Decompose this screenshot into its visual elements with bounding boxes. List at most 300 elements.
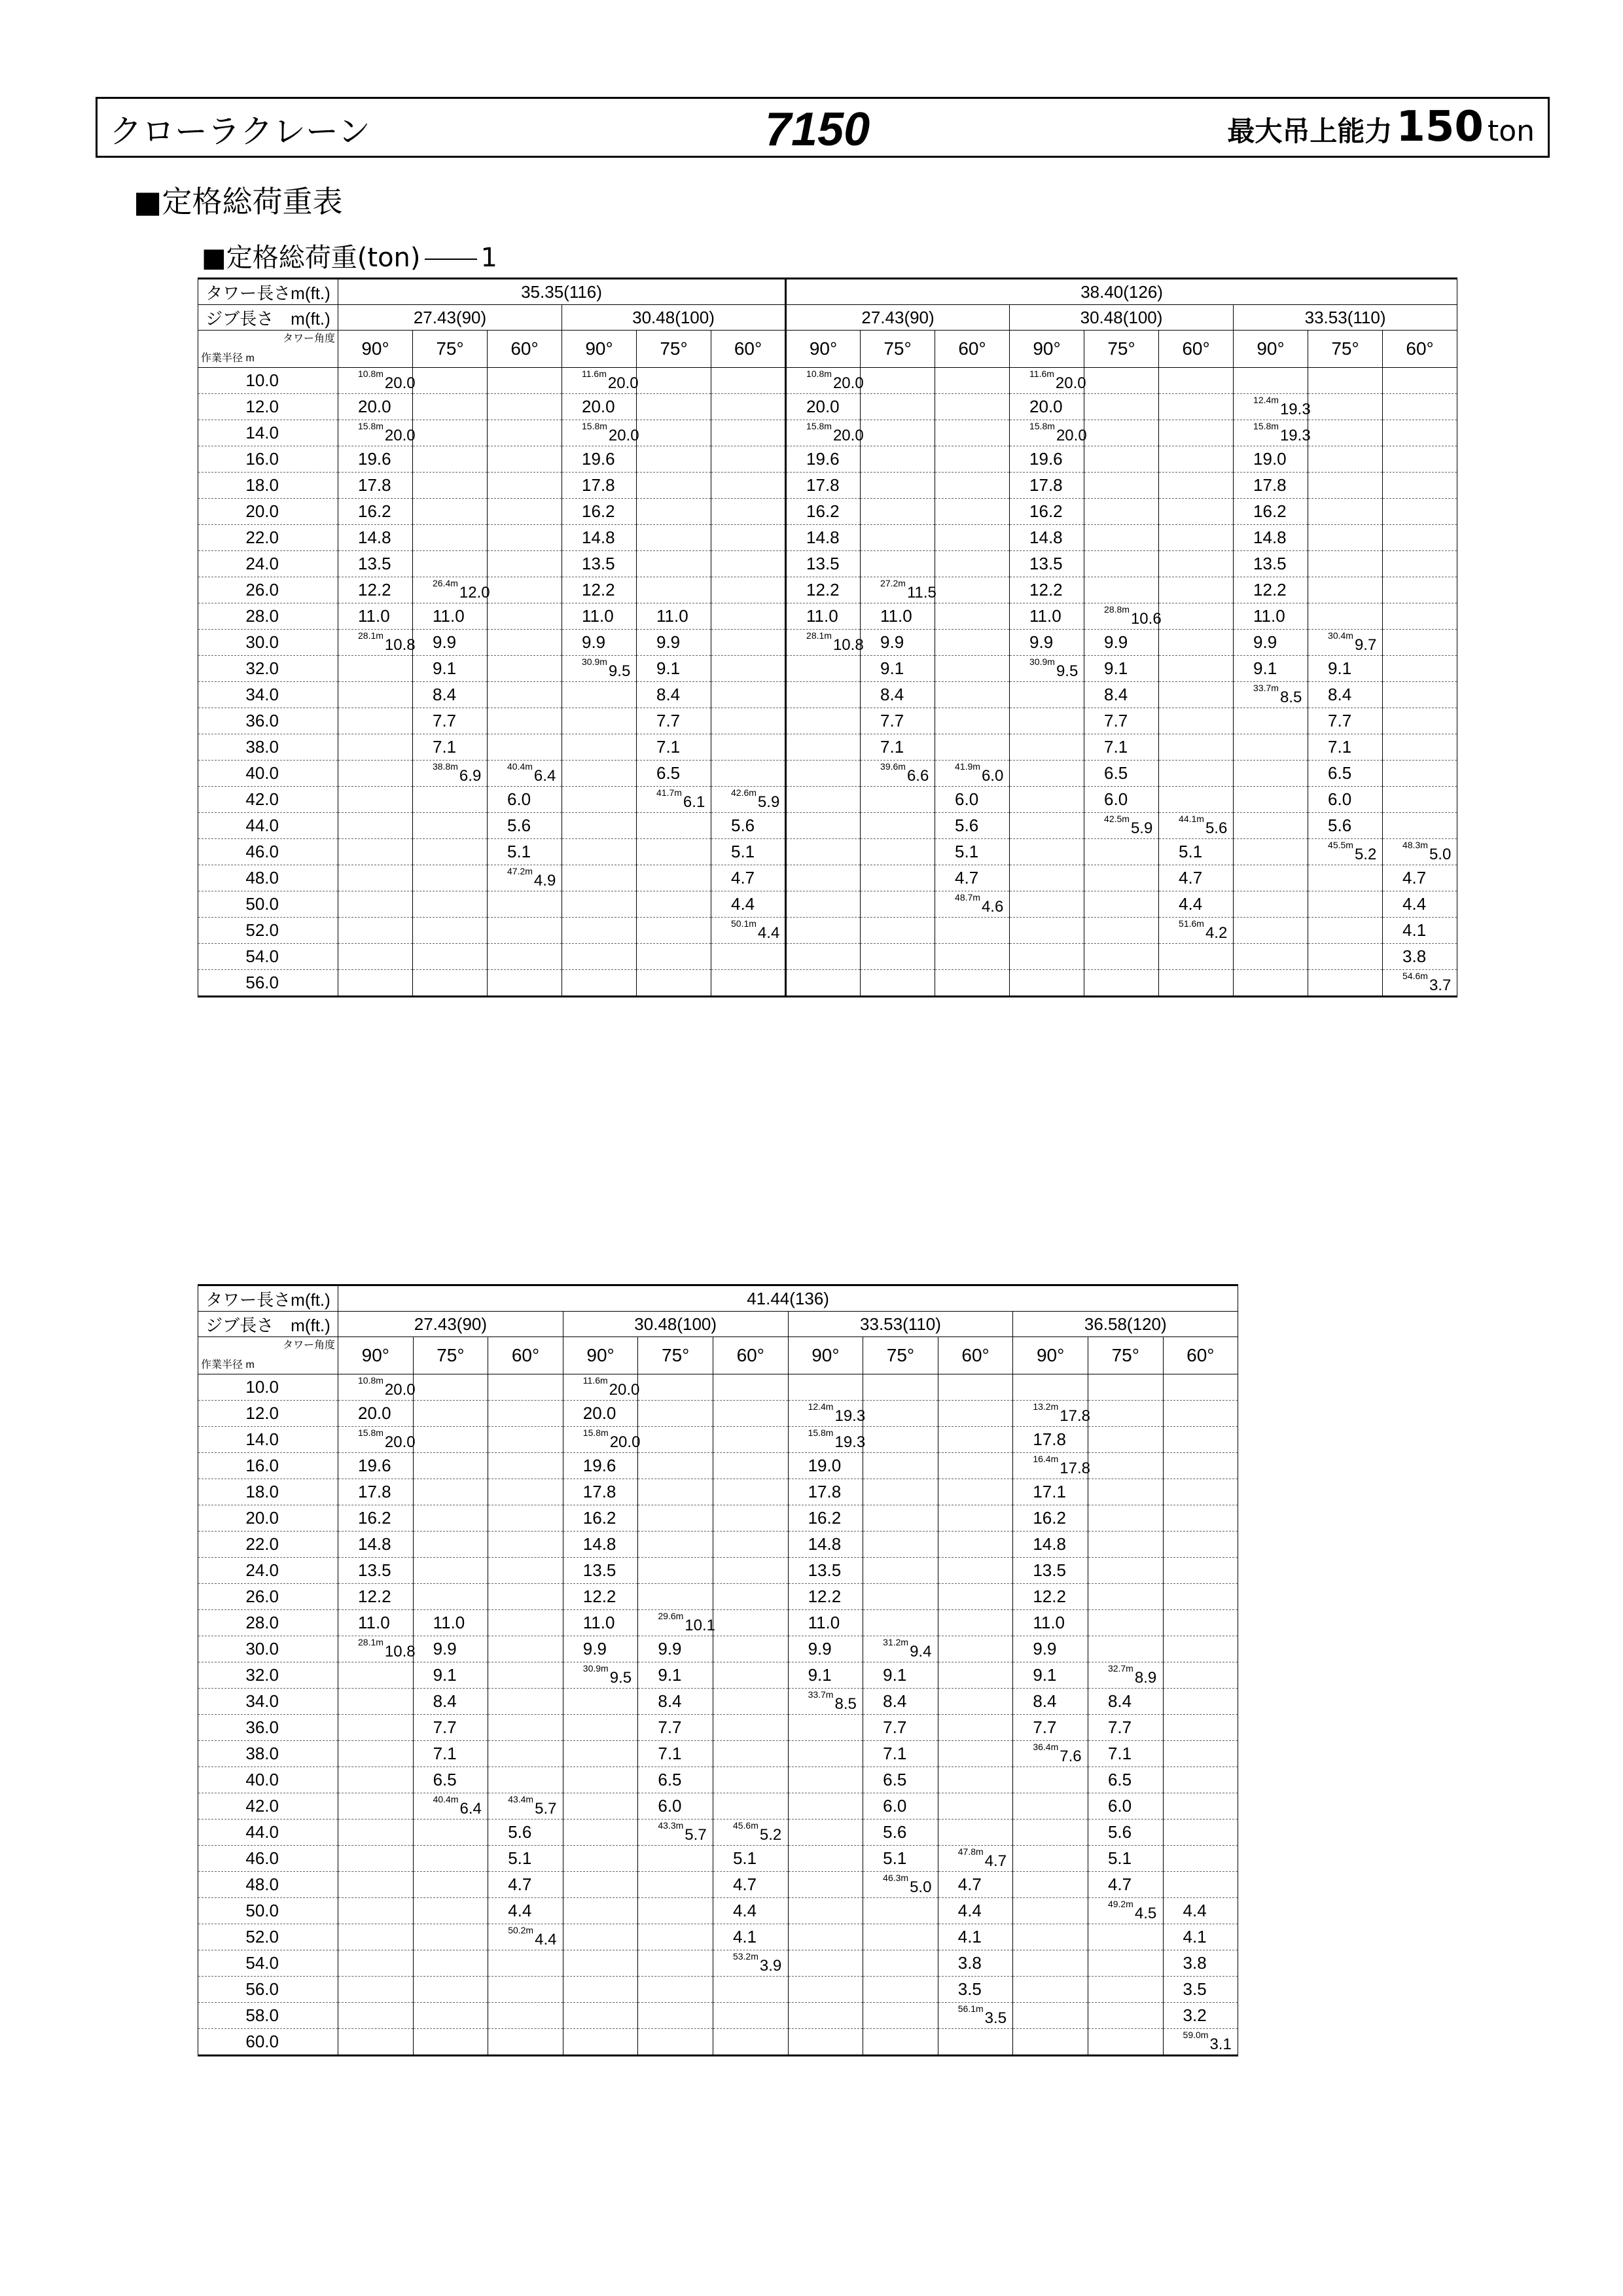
max-radius-note: 30.9m	[582, 1663, 609, 1674]
load-cell: 4.4	[713, 1898, 788, 1924]
load-cell: 4.7	[1159, 865, 1234, 891]
load-cell	[562, 708, 637, 734]
radius-value: 52.0	[198, 1924, 338, 1950]
load-value: 4.6	[981, 898, 1004, 916]
load-cell	[713, 1610, 788, 1636]
load-cell: 9.1	[863, 1662, 938, 1689]
load-cell	[938, 1741, 1013, 1767]
tower-length-row	[198, 279, 1457, 305]
load-cell	[935, 525, 1010, 551]
load-cell	[637, 551, 711, 577]
load-cell: 9.1	[1234, 656, 1308, 682]
load-cell	[488, 918, 562, 944]
load-cell: 19.6	[338, 1453, 414, 1479]
load-cell	[1234, 839, 1308, 865]
load-cell	[637, 394, 711, 420]
load-cell	[1088, 1636, 1163, 1662]
load-cell: 17.8	[563, 1479, 638, 1505]
load-table-1	[198, 278, 1457, 997]
load-cell	[413, 865, 488, 891]
load-cell: 5.1	[935, 839, 1010, 865]
load-cell	[788, 1950, 863, 1977]
load-cell	[1088, 1479, 1163, 1505]
load-cell	[413, 394, 488, 420]
load-cell	[1163, 1401, 1238, 1427]
load-cell	[711, 525, 786, 551]
load-value: 6.4	[459, 1800, 482, 1818]
max-radius-note: 28.1m	[358, 630, 383, 641]
load-cell: 9.1	[413, 656, 488, 682]
radius-value: 32.0	[198, 1662, 338, 1689]
max-radius-note: 45.6m	[732, 1820, 758, 1831]
load-value: 20.0	[607, 374, 639, 392]
load-cell: 12.2	[788, 1584, 863, 1610]
load-cell: 8.4	[1088, 1689, 1163, 1715]
table-row	[198, 1374, 1238, 1401]
max-radius-note: 41.9m	[955, 761, 980, 772]
load-cell	[861, 551, 935, 577]
load-cell	[935, 918, 1010, 944]
load-value: 4.4	[535, 1931, 557, 1948]
max-radius-note: 49.2m	[1107, 1899, 1133, 1909]
load-cell	[1383, 813, 1457, 839]
radius-value: 34.0	[198, 682, 338, 708]
load-cell	[713, 1977, 788, 2003]
load-cell	[338, 1820, 414, 1846]
load-cell: 5.6	[1088, 1820, 1163, 1846]
load-value: 5.2	[759, 1826, 782, 1844]
load-cell: 4.7	[713, 1872, 788, 1898]
table-row	[198, 839, 1457, 865]
load-cell	[1383, 761, 1457, 787]
max-radius-note: 43.4m	[508, 1794, 534, 1804]
load-cell	[488, 525, 562, 551]
load-cell	[637, 865, 711, 891]
load-cell: 9.9	[1084, 630, 1159, 656]
load-cell	[338, 1898, 414, 1924]
load-cell	[1163, 1820, 1238, 1846]
load-cell	[788, 1401, 866, 1427]
load-cell: 5.6	[488, 813, 562, 839]
load-cell	[638, 1584, 713, 1610]
load-value: 17.8	[1060, 1407, 1090, 1425]
load-cell	[935, 473, 1010, 499]
radius-value: 54.0	[198, 1950, 338, 1977]
load-cell	[786, 944, 861, 970]
load-cell	[713, 1741, 788, 1767]
load-cell	[713, 1636, 788, 1662]
load-cell: 17.8	[562, 473, 637, 499]
load-cell	[1013, 1977, 1088, 2003]
load-cell	[935, 970, 1010, 997]
radius-value: 54.0	[198, 944, 338, 970]
load-cell	[413, 473, 488, 499]
load-cell	[488, 1715, 563, 1741]
load-cell	[1088, 1505, 1163, 1532]
load-value: 6.6	[906, 767, 929, 785]
load-cell	[1084, 839, 1159, 865]
load-cell	[788, 1846, 863, 1872]
radius-value: 24.0	[198, 551, 338, 577]
load-cell	[413, 446, 488, 473]
capacity-value: 150	[1396, 103, 1484, 151]
load-cell	[1013, 1793, 1088, 1820]
load-cell	[861, 865, 935, 891]
load-value: 20.0	[1056, 427, 1087, 444]
radius-value: 20.0	[198, 1505, 338, 1532]
load-cell	[1159, 918, 1234, 944]
load-cell	[413, 1872, 488, 1898]
radius-value: 28.0	[198, 603, 338, 630]
header-model: 7150	[765, 103, 870, 156]
load-value: 20.0	[609, 1381, 640, 1399]
load-value: 9.5	[1056, 662, 1079, 680]
load-cell	[786, 656, 861, 682]
load-cell: 17.1	[1013, 1479, 1088, 1505]
table-row	[198, 944, 1457, 970]
load-cell: 4.4	[488, 1898, 563, 1924]
load-cell	[413, 420, 488, 446]
load-cell	[637, 577, 711, 603]
load-cell	[488, 446, 562, 473]
max-radius-note: 50.1m	[731, 918, 757, 929]
load-cell	[1010, 813, 1084, 839]
load-cell	[1013, 1820, 1088, 1846]
load-cell	[563, 1924, 638, 1950]
load-cell: 6.0	[1088, 1793, 1163, 1820]
load-cell	[1308, 918, 1383, 944]
load-cell	[935, 551, 1010, 577]
max-radius-note: 33.7m	[1253, 683, 1279, 693]
load-cell	[1308, 499, 1383, 525]
radius-value: 32.0	[198, 656, 338, 682]
load-cell: 4.7	[1088, 1872, 1163, 1898]
load-cell	[863, 1505, 938, 1532]
load-cell	[413, 525, 488, 551]
load-cell	[1010, 656, 1084, 682]
load-cell: 3.8	[938, 1950, 1013, 1977]
load-cell: 14.8	[563, 1532, 638, 1558]
load-cell	[938, 1715, 1013, 1741]
load-cell	[488, 1689, 563, 1715]
load-cell	[863, 1558, 938, 1584]
load-value: 5.2	[1354, 846, 1377, 863]
load-cell	[488, 944, 562, 970]
load-cell	[413, 1584, 488, 1610]
load-cell	[338, 682, 413, 708]
load-cell: 5.6	[711, 813, 786, 839]
load-value: 5.9	[1130, 819, 1153, 837]
load-cell: 5.1	[1159, 839, 1234, 865]
max-radius-note: 15.8m	[1029, 421, 1055, 431]
load-cell	[861, 918, 935, 944]
load-cell	[488, 970, 562, 997]
load-cell: 20.0	[786, 394, 861, 420]
load-cell: 5.1	[713, 1846, 788, 1872]
load-cell: 19.6	[1010, 446, 1084, 473]
table-row	[198, 1453, 1238, 1479]
load-cell	[1013, 1453, 1088, 1479]
load-cell: 13.5	[786, 551, 861, 577]
load-cell: 17.8	[338, 1479, 414, 1505]
load-cell: 8.4	[637, 682, 711, 708]
load-cell	[488, 1636, 563, 1662]
table-row	[198, 551, 1457, 577]
radius-label: 作業半径 m	[201, 353, 255, 364]
table-row	[198, 2003, 1238, 2029]
radius-value: 50.0	[198, 1898, 338, 1924]
load-cell	[413, 1558, 488, 1584]
load-cell	[713, 1689, 788, 1715]
load-cell	[786, 420, 864, 446]
load-cell: 14.8	[338, 525, 413, 551]
max-radius-note: 43.3m	[658, 1820, 684, 1831]
load-cell	[338, 2003, 414, 2029]
jib-length-header: 27.43(90)	[338, 1312, 563, 1337]
load-cell	[1163, 2029, 1238, 2056]
load-cell	[562, 944, 637, 970]
load-cell	[338, 1977, 414, 2003]
load-cell: 11.0	[1234, 603, 1308, 630]
load-cell: 13.5	[338, 1558, 414, 1584]
load-cell	[413, 551, 488, 577]
load-cell	[788, 1924, 863, 1950]
sub-title-dash	[425, 259, 477, 260]
load-cell	[562, 865, 637, 891]
load-cell	[488, 1977, 563, 2003]
load-cell	[563, 1872, 638, 1898]
load-value: 4.4	[757, 924, 780, 942]
radius-value: 10.0	[198, 368, 338, 394]
load-value: 10.1	[685, 1617, 716, 1634]
load-cell	[1234, 761, 1308, 787]
max-radius-note: 30.4m	[1328, 630, 1353, 641]
load-cell: 4.4	[1383, 891, 1457, 918]
load-cell	[338, 1950, 414, 1977]
load-cell	[338, 918, 413, 944]
load-cell: 16.2	[1010, 499, 1084, 525]
load-cell	[488, 1453, 563, 1479]
load-cell	[788, 1374, 863, 1401]
load-cell	[413, 918, 488, 944]
load-cell	[488, 2029, 563, 2056]
max-radius-note: 15.8m	[358, 1427, 383, 1438]
radius-value: 10.0	[198, 1374, 338, 1401]
tower-angle-header: 60°	[1383, 331, 1457, 368]
load-cell	[861, 577, 935, 603]
load-cell	[786, 787, 861, 813]
load-cell	[1084, 970, 1159, 997]
load-cell: 4.7	[938, 1872, 1013, 1898]
load-value: 19.3	[834, 1433, 866, 1451]
max-radius-note: 54.6m	[1402, 971, 1428, 981]
load-cell	[1088, 1950, 1163, 1977]
load-cell	[488, 1505, 563, 1532]
load-cell	[488, 708, 562, 734]
load-cell	[638, 1950, 713, 1977]
load-cell: 16.2	[788, 1505, 863, 1532]
load-cell	[711, 603, 786, 630]
load-cell: 11.0	[562, 603, 637, 630]
load-cell	[863, 1898, 938, 1924]
load-cell	[413, 1453, 488, 1479]
load-cell	[1159, 446, 1234, 473]
max-radius-note: 42.6m	[731, 787, 757, 798]
load-cell: 5.1	[711, 839, 786, 865]
load-cell	[488, 394, 562, 420]
load-cell	[863, 1924, 938, 1950]
load-cell	[563, 1662, 638, 1689]
load-cell	[938, 1401, 1013, 1427]
load-cell	[1383, 577, 1457, 603]
max-radius-note: 30.9m	[1029, 656, 1055, 667]
load-cell: 6.5	[1084, 761, 1159, 787]
load-cell	[863, 1977, 938, 2003]
load-cell	[935, 708, 1010, 734]
load-cell	[1159, 394, 1234, 420]
load-value: 8.9	[1134, 1669, 1157, 1687]
max-radius-note: 31.2m	[883, 1637, 909, 1647]
load-cell	[1163, 1872, 1238, 1898]
load-cell	[338, 1872, 414, 1898]
load-value: 3.5	[984, 2009, 1007, 2027]
load-cell	[563, 1820, 638, 1846]
load-cell	[938, 1820, 1013, 1846]
tower-angle-header: 90°	[1010, 331, 1084, 368]
load-cell: 9.9	[562, 630, 637, 656]
table-row	[198, 734, 1457, 761]
load-cell	[1308, 630, 1383, 656]
jib-length-header: 33.53(110)	[1234, 305, 1457, 331]
radius-value: 18.0	[198, 473, 338, 499]
table-row	[198, 1401, 1238, 1427]
load-cell	[711, 787, 786, 813]
load-cell	[1163, 1741, 1238, 1767]
load-cell	[1010, 865, 1084, 891]
max-radius-note: 50.2m	[508, 1925, 534, 1935]
load-cell	[1383, 970, 1457, 997]
load-cell	[713, 1479, 788, 1505]
max-radius-note: 39.6m	[880, 761, 906, 772]
load-value: 6.4	[533, 767, 556, 785]
table-row	[198, 499, 1457, 525]
radius-value: 24.0	[198, 1558, 338, 1584]
load-cell	[338, 1924, 414, 1950]
load-value: 20.0	[384, 427, 416, 444]
load-cell	[637, 473, 711, 499]
load-cell: 5.1	[488, 839, 562, 865]
load-cell: 7.7	[1013, 1715, 1088, 1741]
load-cell: 4.1	[1383, 918, 1457, 944]
load-cell: 14.8	[1013, 1532, 1088, 1558]
load-cell	[338, 1374, 414, 1401]
load-cell	[711, 551, 786, 577]
max-radius-note: 48.7m	[955, 892, 980, 903]
load-cell	[638, 1505, 713, 1532]
load-cell	[935, 761, 1010, 787]
tower-angle-header: 90°	[786, 331, 861, 368]
load-cell: 7.1	[1084, 734, 1159, 761]
load-cell	[1159, 944, 1234, 970]
radius-value: 36.0	[198, 1715, 338, 1741]
load-cell	[413, 1820, 488, 1846]
load-cell	[938, 1558, 1013, 1584]
load-value: 4.5	[1134, 1905, 1157, 1922]
load-cell: 8.4	[861, 682, 935, 708]
load-cell	[938, 2029, 1013, 2056]
load-cell	[563, 2003, 638, 2029]
max-radius-note: 15.8m	[808, 1427, 834, 1438]
load-cell	[637, 420, 711, 446]
tower-angle-header: 90°	[1234, 331, 1308, 368]
max-radius-note: 10.8m	[806, 368, 832, 379]
load-cell	[563, 1767, 638, 1793]
load-cell: 7.1	[861, 734, 935, 761]
load-cell	[786, 761, 861, 787]
load-cell	[711, 499, 786, 525]
load-cell	[1159, 368, 1234, 394]
load-cell	[338, 970, 413, 997]
load-cell	[488, 1950, 563, 1977]
max-radius-note: 26.4m	[433, 578, 458, 588]
tower-angle-header: 90°	[1013, 1337, 1088, 1374]
load-cell	[413, 1374, 488, 1401]
load-cell	[1159, 603, 1234, 630]
load-cell	[1010, 839, 1084, 865]
load-cell: 13.5	[563, 1558, 638, 1584]
load-value: 6.9	[459, 767, 482, 785]
load-cell	[638, 1427, 713, 1453]
tower-angle-header: 75°	[863, 1337, 938, 1374]
capacity-unit: ton	[1487, 115, 1535, 148]
load-cell	[935, 499, 1010, 525]
load-cell	[638, 1846, 713, 1872]
load-cell	[935, 944, 1010, 970]
load-cell	[338, 944, 413, 970]
load-cell	[1010, 734, 1084, 761]
load-cell: 9.9	[1013, 1636, 1088, 1662]
load-value: 10.8	[384, 1643, 416, 1660]
load-cell	[1088, 2029, 1163, 2056]
load-cell	[1163, 1636, 1238, 1662]
load-cell	[637, 891, 711, 918]
load-value: 4.2	[1205, 924, 1228, 942]
jib-length-header: 30.48(100)	[563, 1312, 788, 1337]
load-cell	[1084, 394, 1159, 420]
load-cell	[1013, 1950, 1088, 1977]
load-cell	[1084, 865, 1159, 891]
load-cell	[938, 1584, 1013, 1610]
load-cell	[938, 1532, 1013, 1558]
load-cell	[1084, 944, 1159, 970]
load-cell: 9.9	[413, 630, 488, 656]
load-cell: 8.4	[413, 1689, 488, 1715]
load-cell: 16.2	[563, 1505, 638, 1532]
load-cell	[1088, 1977, 1163, 2003]
load-cell: 4.1	[1163, 1924, 1238, 1950]
table-row	[198, 1689, 1238, 1715]
load-cell: 7.7	[413, 1715, 488, 1741]
load-cell	[1084, 368, 1159, 394]
load-cell	[1088, 1584, 1163, 1610]
load-cell: 20.0	[338, 394, 413, 420]
load-cell	[711, 630, 786, 656]
load-cell	[711, 368, 786, 394]
load-cell	[1088, 1453, 1163, 1479]
load-cell: 9.9	[1010, 630, 1084, 656]
jib-length-header: 30.48(100)	[1010, 305, 1234, 331]
load-cell	[1013, 1872, 1088, 1898]
